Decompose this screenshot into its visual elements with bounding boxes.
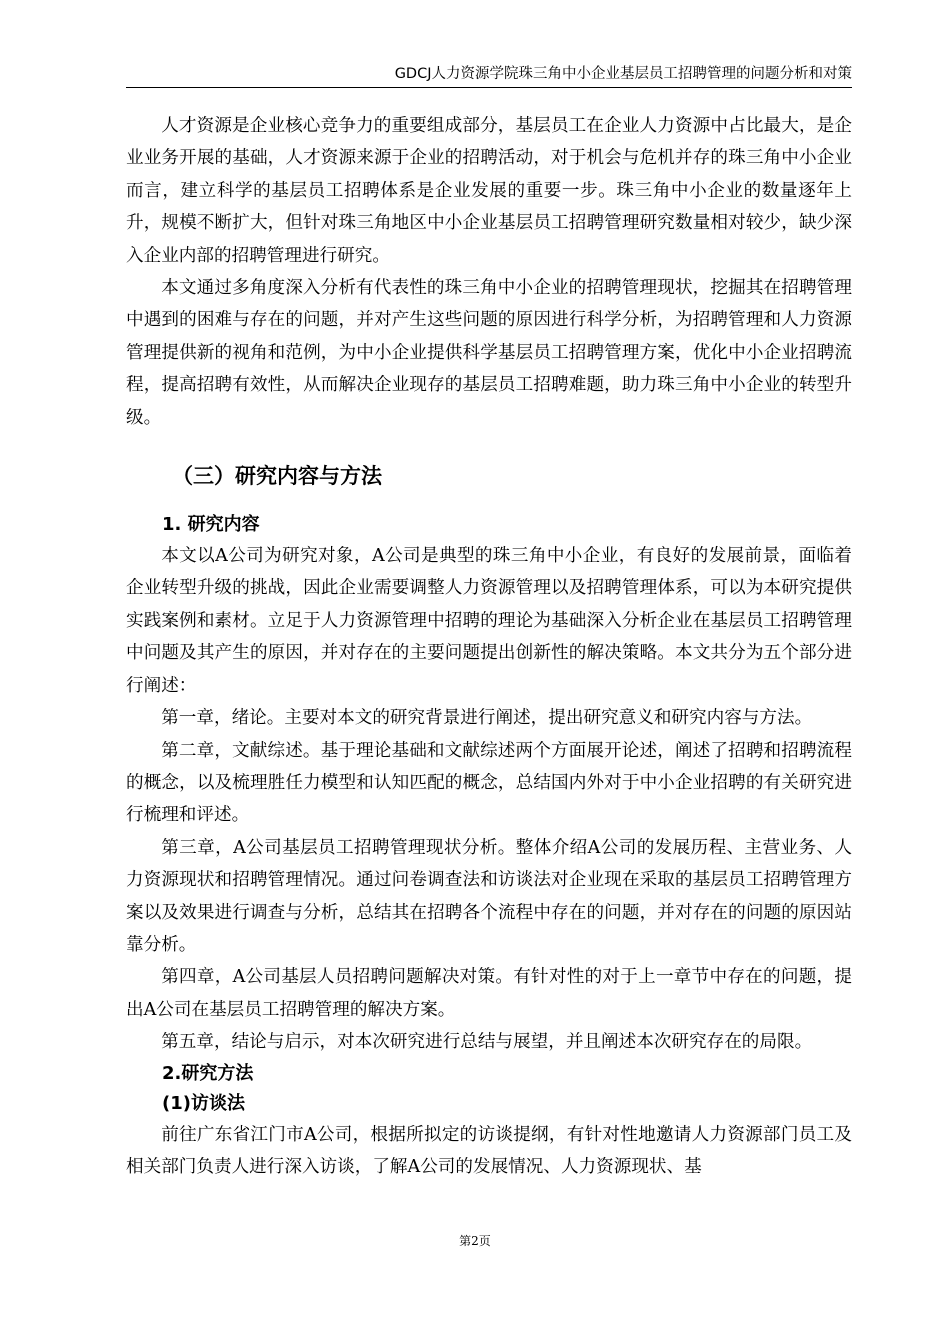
intro-paragraph-1: 人才资源是企业核心竞争力的重要组成部分，基层员工在企业人力资源中占比最大，是企业业务开展的基础，人才资源来源于企业的招聘活动，对于机会与危机并存的珠三角中小企业而言，建立科学的基层员工招聘体系是企业发展的重要一步。珠三角中小企业的数量逐年上升，规模不断扩大，但针对珠三角地区中小企业基层员工招聘管理研究数量相对较少，缺少深入企业内部的招聘管理进行研究。 (126, 116, 852, 266)
content-paragraph-1: 本文以A公司为研究对象，A公司是典型的珠三角中小企业，有良好的发展前景，面临着企业转型升级的挑战，因此企业需要调整人力资源管理以及招聘管理体系，可以为本研究提供实践案例和素材。立足于人力资源管理中招聘的理论为基础深入分析企业在基层员工招聘管理中问题及其产生的原因，并对存在的主要问题提出创新性的解决策略。本文共分为五个部分进行阐述： (126, 546, 852, 696)
content-paragraph-4: 第三章，A公司基层员工招聘管理现状分析。整体介绍A公司的发展历程、主营业务、人力资源现状和招聘管理情况。通过问卷调查法和访谈法对企业现在采取的基层员工招聘管理方案以及效果进行调查与分析，总结其在招聘各个流程中存在的问题，并对存在的问题的原因站靠分析。 (126, 837, 852, 955)
content-paragraph-2: 第一章，绪论。主要对本文的研究背景进行阐述，提出研究意义和研究内容与方法。 (161, 708, 813, 729)
page-number: 第2页 (459, 1234, 491, 1248)
research-method-heading: 2.研究方法 (162, 1062, 254, 1084)
page-body (126, 110, 852, 1183)
spacer (126, 492, 852, 510)
section-heading: （三）研究内容与方法 (172, 464, 382, 489)
interview-method-heading: (1)访谈法 (162, 1092, 245, 1114)
header-divider (126, 87, 852, 88)
content-paragraph-5: 第四章，A公司基层人员招聘问题解决对策。有针对性的对于上一章节中存在的问题，提出A公司在基层员工招聘管理的解决方案。 (126, 967, 852, 1020)
running-header: GDCJ人力资源学院珠三角中小企业基层员工招聘管理的问题分析和对策 (394, 66, 852, 82)
interview-method-paragraph: 前往广东省江门市A公司，根据所拟定的访谈提纲，有针对性地邀请人力资源部门员工及相关部门负责人进行深入访谈，了解A公司的发展情况、人力资源现状、基 (126, 1124, 852, 1177)
content-paragraph-3: 第二章，文献综述。基于理论基础和文献综述两个方面展开论述，阐述了招聘和招聘流程的概念，以及梳理胜任力模型和认知匹配的概念，总结国内外对于中小企业招聘的有关研究进行梳理和评述。 (126, 740, 852, 826)
content-paragraph-6: 第五章，结论与启示，对本次研究进行总结与展望，并且阐述本次研究存在的局限。 (161, 1032, 813, 1053)
spacer (126, 434, 852, 460)
intro-paragraph-2: 本文通过多角度深入分析有代表性的珠三角中小企业的招聘管理现状，挖掘其在招聘管理中遇到的困难与存在的问题，并对产生这些问题的原因进行科学分析，为招聘管理和人力资源管理提供新的视角和范例，为中小企业提供科学基层员工招聘管理方案，优化中小企业招聘流程，提高招聘有效性，从而解决企业现存的基层员工招聘难题，助力珠三角中小企业的转型升级。 (126, 278, 852, 428)
research-content-heading: 1. 研究内容 (162, 514, 260, 536)
